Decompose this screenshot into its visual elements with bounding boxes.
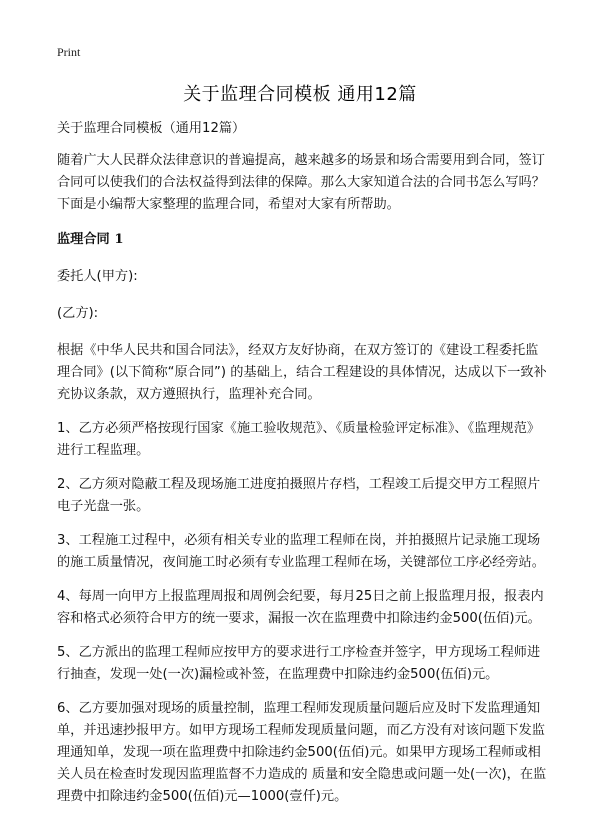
document-body <box>57 118 547 820</box>
contract-clause-3: 3、工程施工过程中，必须有相关专业的监理工程师在岗，并拍摄照片记录施工现场的施工质量情况，夜间施工时必须有专业监理工程师在场，关键部位工序必经旁站。 <box>57 533 545 570</box>
party-a-line: 委托人(甲方): <box>57 269 138 284</box>
contract-clause-6: 6、乙方要加强对现场的质量控制，监理工程师发现质量问题后应及时下发监理通知单，并迅速抄报甲方。如甲方现场工程师发现质量问题，而乙方没有对该问题下发监理通知单，发现一项在监理费中扣除违约金500(伍佰)元。如果甲方现场工程师或相关人员在检查时发现因监理监督不力造成的 质量和安全隐患或问题一处(一次)，在监理费中扣除违约金500(伍佰)元—1000(壹仟)元。 <box>57 701 547 804</box>
print-link[interactable]: Print <box>57 45 81 59</box>
contract-clause-2: 2、乙方须对隐蔽工程及现场施工进度拍摄照片存档，工程竣工后提交甲方工程照片电子光盘一张。 <box>57 477 541 514</box>
document-subtitle: 关于监理合同模板（通用12篇） <box>57 121 246 136</box>
contract-clause-4: 4、每周一向甲方上报监理周报和周例会纪要，每月25日之前上报监理月报，报表内容和格式必须符合甲方的统一要求，漏报一次在监理费中扣除违约金500(伍佰)元。 <box>57 589 544 626</box>
contract-paragraph: 根据《中华人民共和国合同法》，经双方友好协商，在双方签订的《建设工程委托监理合同》(以下简称“原合同”) 的基础上，结合工程建设的具体情况，达成以下一致补充协议条款，双方遵照执行，监理补充合同。 <box>57 343 547 402</box>
contract-clause-5: 5、乙方派出的监理工程师应按甲方的要求进行工序检查并签字，甲方现场工程师进行抽查，发现一处(一次)漏检或补签，在监理费中扣除违约金500(伍佰)元。 <box>57 645 541 682</box>
document-title: 关于监理合同模板 通用12篇 <box>183 84 417 105</box>
party-b-line: (乙方): <box>57 306 99 321</box>
intro-paragraph: 随着广大人民群众法律意识的普遍提高，越来越多的场景和场合需要用到合同，签订合同可以使我们的合法权益得到法律的保障。那么大家知道合法的合同书怎么写吗？下面是小编帮大家整理的监理合同，希望对大家有所帮助。 <box>57 153 545 212</box>
section-heading: 监理合同 1 <box>57 232 124 247</box>
contract-clause-1: 1、乙方必须严格按现行国家《施工验收规范》、《质量检验评定标准》、《监理规范》进行工程监理。 <box>57 421 541 458</box>
